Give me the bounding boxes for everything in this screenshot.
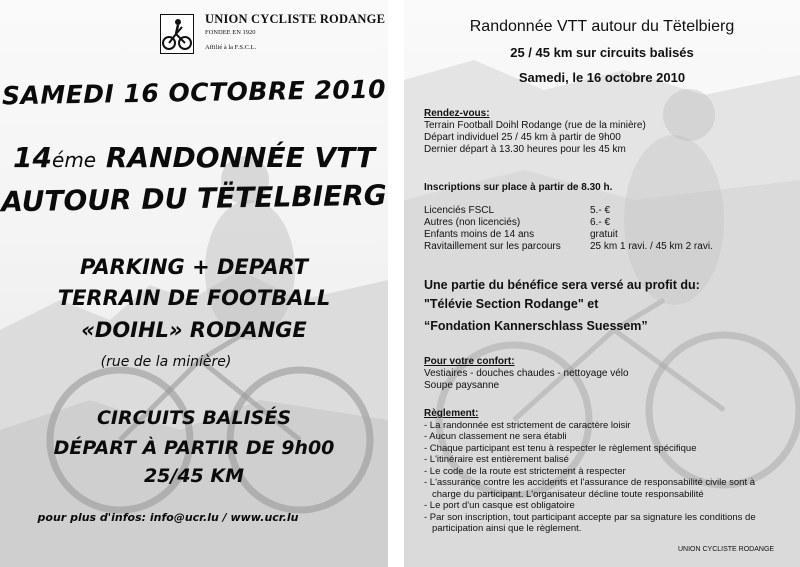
club-name: UNION CYCLISTE RODANGE [205, 12, 386, 26]
edition-suffix: éme [52, 148, 97, 172]
rules-section [424, 408, 780, 535]
rendezvous-line: Dernier départ à 13.30 heures pour les 45 km [424, 144, 626, 155]
price-table [424, 205, 784, 253]
rule-item: - L'itinéraire est entièrement balisé [424, 454, 569, 465]
price-row [424, 217, 784, 229]
event-date: SAMEDI 16 OCTOBRE 2010 [1, 74, 387, 111]
price-value: gratuit [590, 229, 618, 240]
price-row [424, 241, 784, 253]
rules-list [424, 420, 780, 535]
footer-club-name: UNION CYCLISTE RODANGE [678, 546, 775, 553]
parking-line-3: «DOIHL» RODANGE [81, 318, 307, 342]
back-date: Samedi, le 16 octobre 2010 [518, 70, 686, 85]
edition-number: 14 [13, 141, 53, 174]
price-value: 6.- € [590, 217, 611, 228]
comfort-line: Soupe paysanne [424, 380, 500, 391]
price-label: Enfants moins de 14 ans [424, 229, 535, 240]
rendezvous-heading: Rendez-vous: [424, 108, 490, 119]
benefit-line-1: Une partie du bénéfice sera versé au profit du: [424, 278, 700, 292]
affiliation-label: Affilié à la F.S.C.L. [205, 44, 257, 51]
benefit-line-2: "Télévie Section Rodange" et [424, 297, 599, 311]
contact-info: pour plus d'infos: info@ucr.lu / www.ucr.lu [37, 511, 299, 524]
street-note: (rue de la minière) [100, 354, 232, 370]
rule-item: - Par son inscription, tout participant accepte par sa signature les conditions de participation ainsi que le règlement. [424, 511, 756, 534]
price-row [424, 205, 784, 217]
event-title-line1 [0, 141, 388, 174]
benefit-line-3: “Fondation Kannerschlass Suessem” [424, 319, 648, 333]
comfort-line: Vestiaires - douches chaudes - nettoyage vélo [424, 368, 629, 379]
back-subtitle: 25 / 45 km sur circuits balisés [510, 45, 694, 60]
price-label: Licenciés FSCL [424, 205, 495, 216]
front-flyer [0, 0, 388, 567]
circuits-line-2: DÉPART À PARTIR DE 9h00 [53, 437, 335, 459]
rule-item: - La randonnée est strictement de caractère loisir [424, 419, 631, 431]
rule-item: - Le code de la route est strictement à respecter [424, 465, 626, 477]
price-value: 25 km 1 ravi. / 45 km 2 ravi. [590, 241, 713, 252]
inscriptions-heading: Inscriptions sur place à partir de 8.30 h. [424, 182, 613, 193]
title-text: RANDONNÉE VTT [96, 141, 375, 174]
parking-line-1: PARKING + DEPART [79, 255, 309, 279]
comfort-section [424, 356, 629, 392]
rule-item: - Le port d'un casque est obligatoire [424, 500, 575, 511]
price-label: Autres (non licenciés) [424, 217, 521, 228]
rendezvous-section [424, 108, 646, 156]
rule-item: - Aucun classement ne sera établi [424, 431, 567, 442]
event-title-line2: AUTOUR DU TËTELBIERG [0, 178, 388, 219]
rendezvous-line: Départ individuel 25 / 45 km à partir de 9h00 [424, 132, 621, 143]
rendezvous-line: Terrain Football Doihl Rodange (rue de la minière) [424, 120, 646, 131]
price-row [424, 229, 784, 241]
circuits-line-3: 25/45 KM [143, 465, 245, 487]
parking-line-2: TERRAIN DE FOOTBALL [57, 286, 331, 310]
circuits-line-1: CIRCUITS BALISÉS [96, 407, 292, 429]
comfort-heading: Pour votre confort: [424, 356, 515, 367]
price-value: 5.- € [590, 205, 611, 216]
founded-label: FONDEE EN 1920 [205, 29, 256, 36]
back-title: Randonnée VTT autour du Tëtelbierg [469, 18, 735, 35]
rule-item: - Chaque participant est tenu à respecter le règlement spécifique [424, 442, 697, 454]
page-gutter [388, 0, 404, 567]
rule-item: - L'assurance contre les accidents et l'assurance de responsabilité civile sont à charge du participant. L'organisateur décline toute responsabilité [424, 477, 756, 500]
rules-heading: Règlement: [424, 408, 479, 419]
back-flyer [404, 0, 800, 567]
cyclist-logo [160, 14, 194, 54]
price-label: Ravitaillement sur les parcours [424, 241, 561, 252]
